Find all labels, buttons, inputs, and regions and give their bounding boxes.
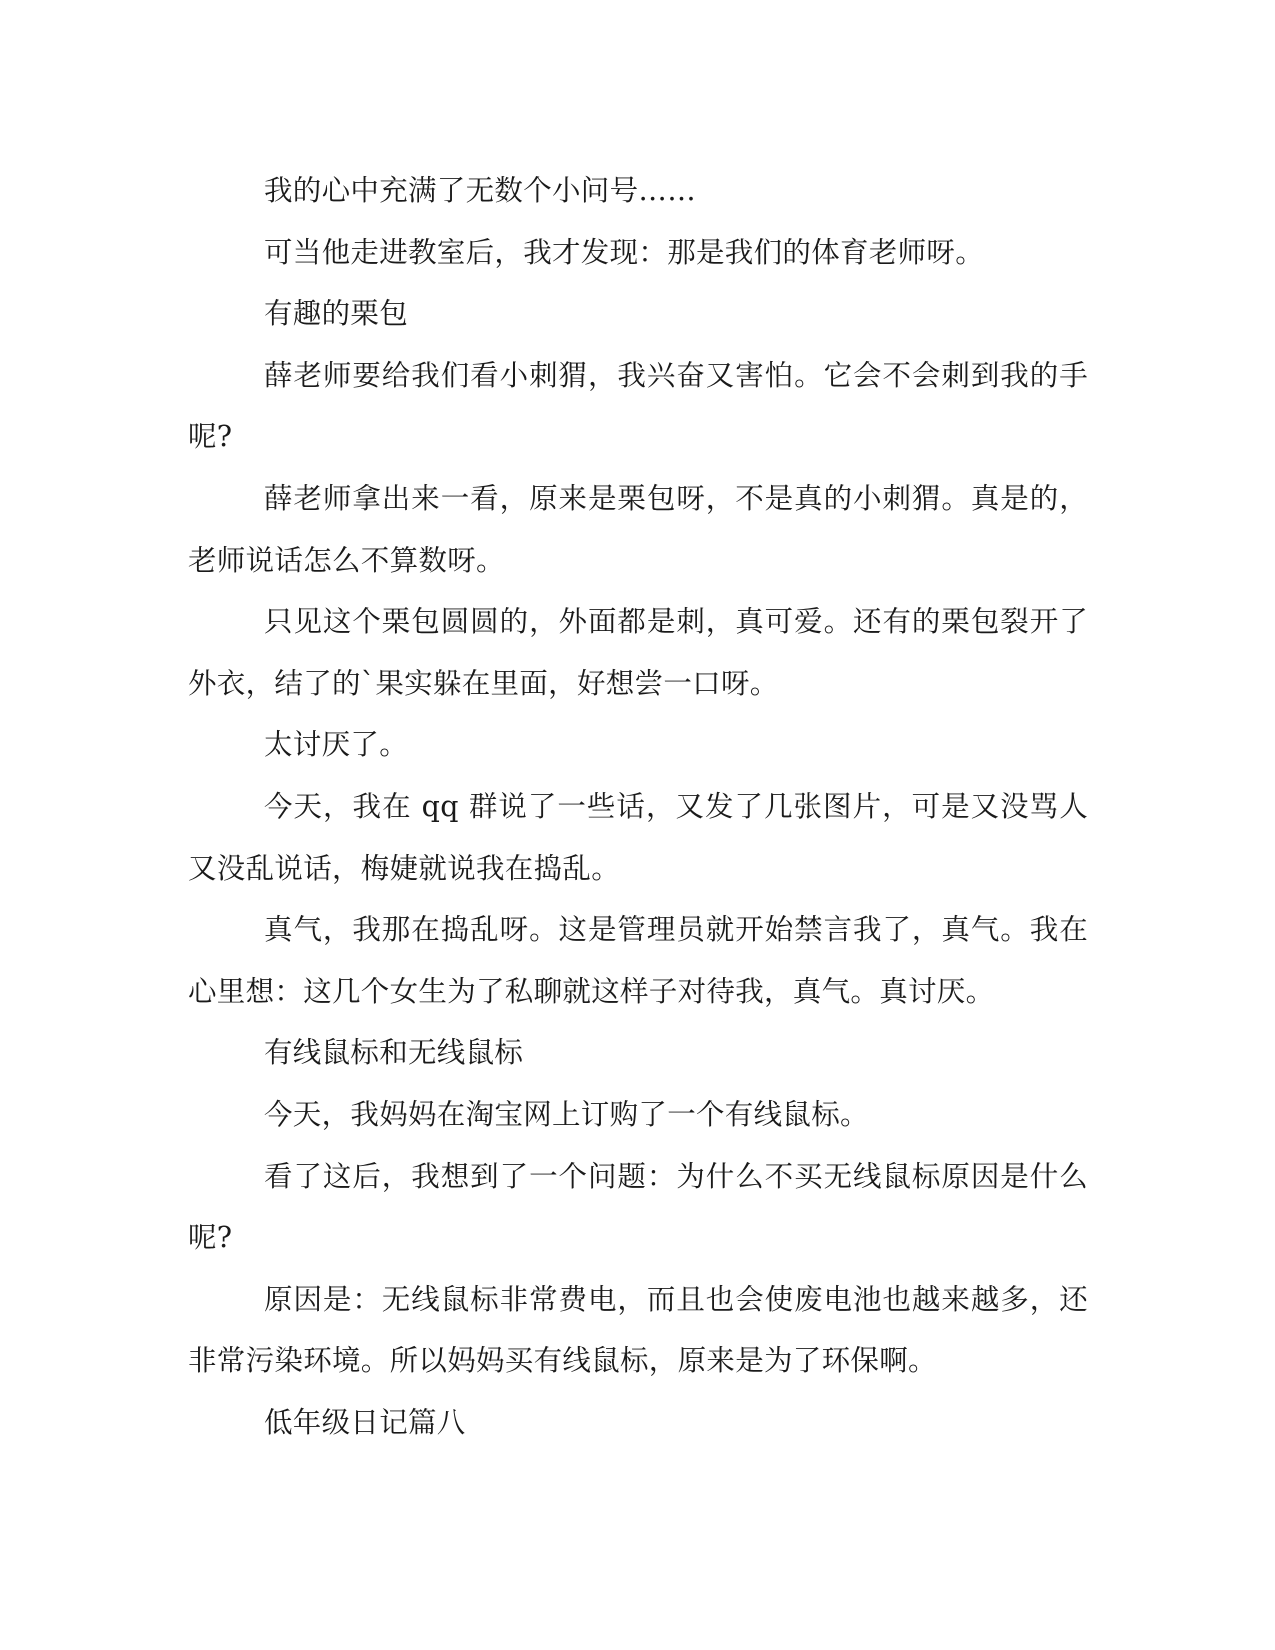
paragraph: 薛老师要给我们看小刺猬，我兴奋又害怕。它会不会刺到我的手呢? xyxy=(188,358,1088,454)
paragraph: 真气，我那在捣乱呀。这是管理员就开始禁言我了，真气。我在心里想：这几个女生为了私聊就这样子对待我，真气。真讨厌。 xyxy=(188,913,1088,1008)
section-heading: 有趣的栗包 xyxy=(264,297,409,331)
paragraph: 我的心中充满了无数个小问号…… xyxy=(264,174,697,207)
paragraph: 只见这个栗包圆圆的，外面都是刺，真可爱。还有的栗包裂开了外衣，结了的`果实躲在里面，好想尝一口呀。 xyxy=(188,605,1088,700)
section-heading: 有线鼠标和无线鼠标 xyxy=(264,1036,524,1070)
paragraph: 薛老师拿出来一看，原来是栗包呀，不是真的小刺猬。真是的，老师说话怎么不算数呀。 xyxy=(188,481,1088,577)
paragraph: 今天，我在 qq 群说了一些话，又发了几张图片，可是又没骂人又没乱说话，梅婕就说我在捣乱。 xyxy=(188,789,1088,885)
paragraph: 今天，我妈妈在淘宝网上订购了一个有线鼠标。 xyxy=(264,1097,869,1131)
paragraph: 原因是：无线鼠标非常费电，而且也会使废电池也越来越多，还非常污染环境。所以妈妈买有线鼠标，原来是为了环保啊。 xyxy=(188,1282,1088,1378)
paragraph: 看了这后，我想到了一个问题：为什么不买无线鼠标原因是什么呢? xyxy=(188,1159,1088,1255)
section-heading: 太讨厌了。 xyxy=(264,728,409,762)
paragraph: 可当他走进教室后，我才发现：那是我们的体育老师呀。 xyxy=(264,235,985,269)
section-heading: 低年级日记篇八 xyxy=(264,1405,466,1439)
document-body xyxy=(188,160,1088,1453)
